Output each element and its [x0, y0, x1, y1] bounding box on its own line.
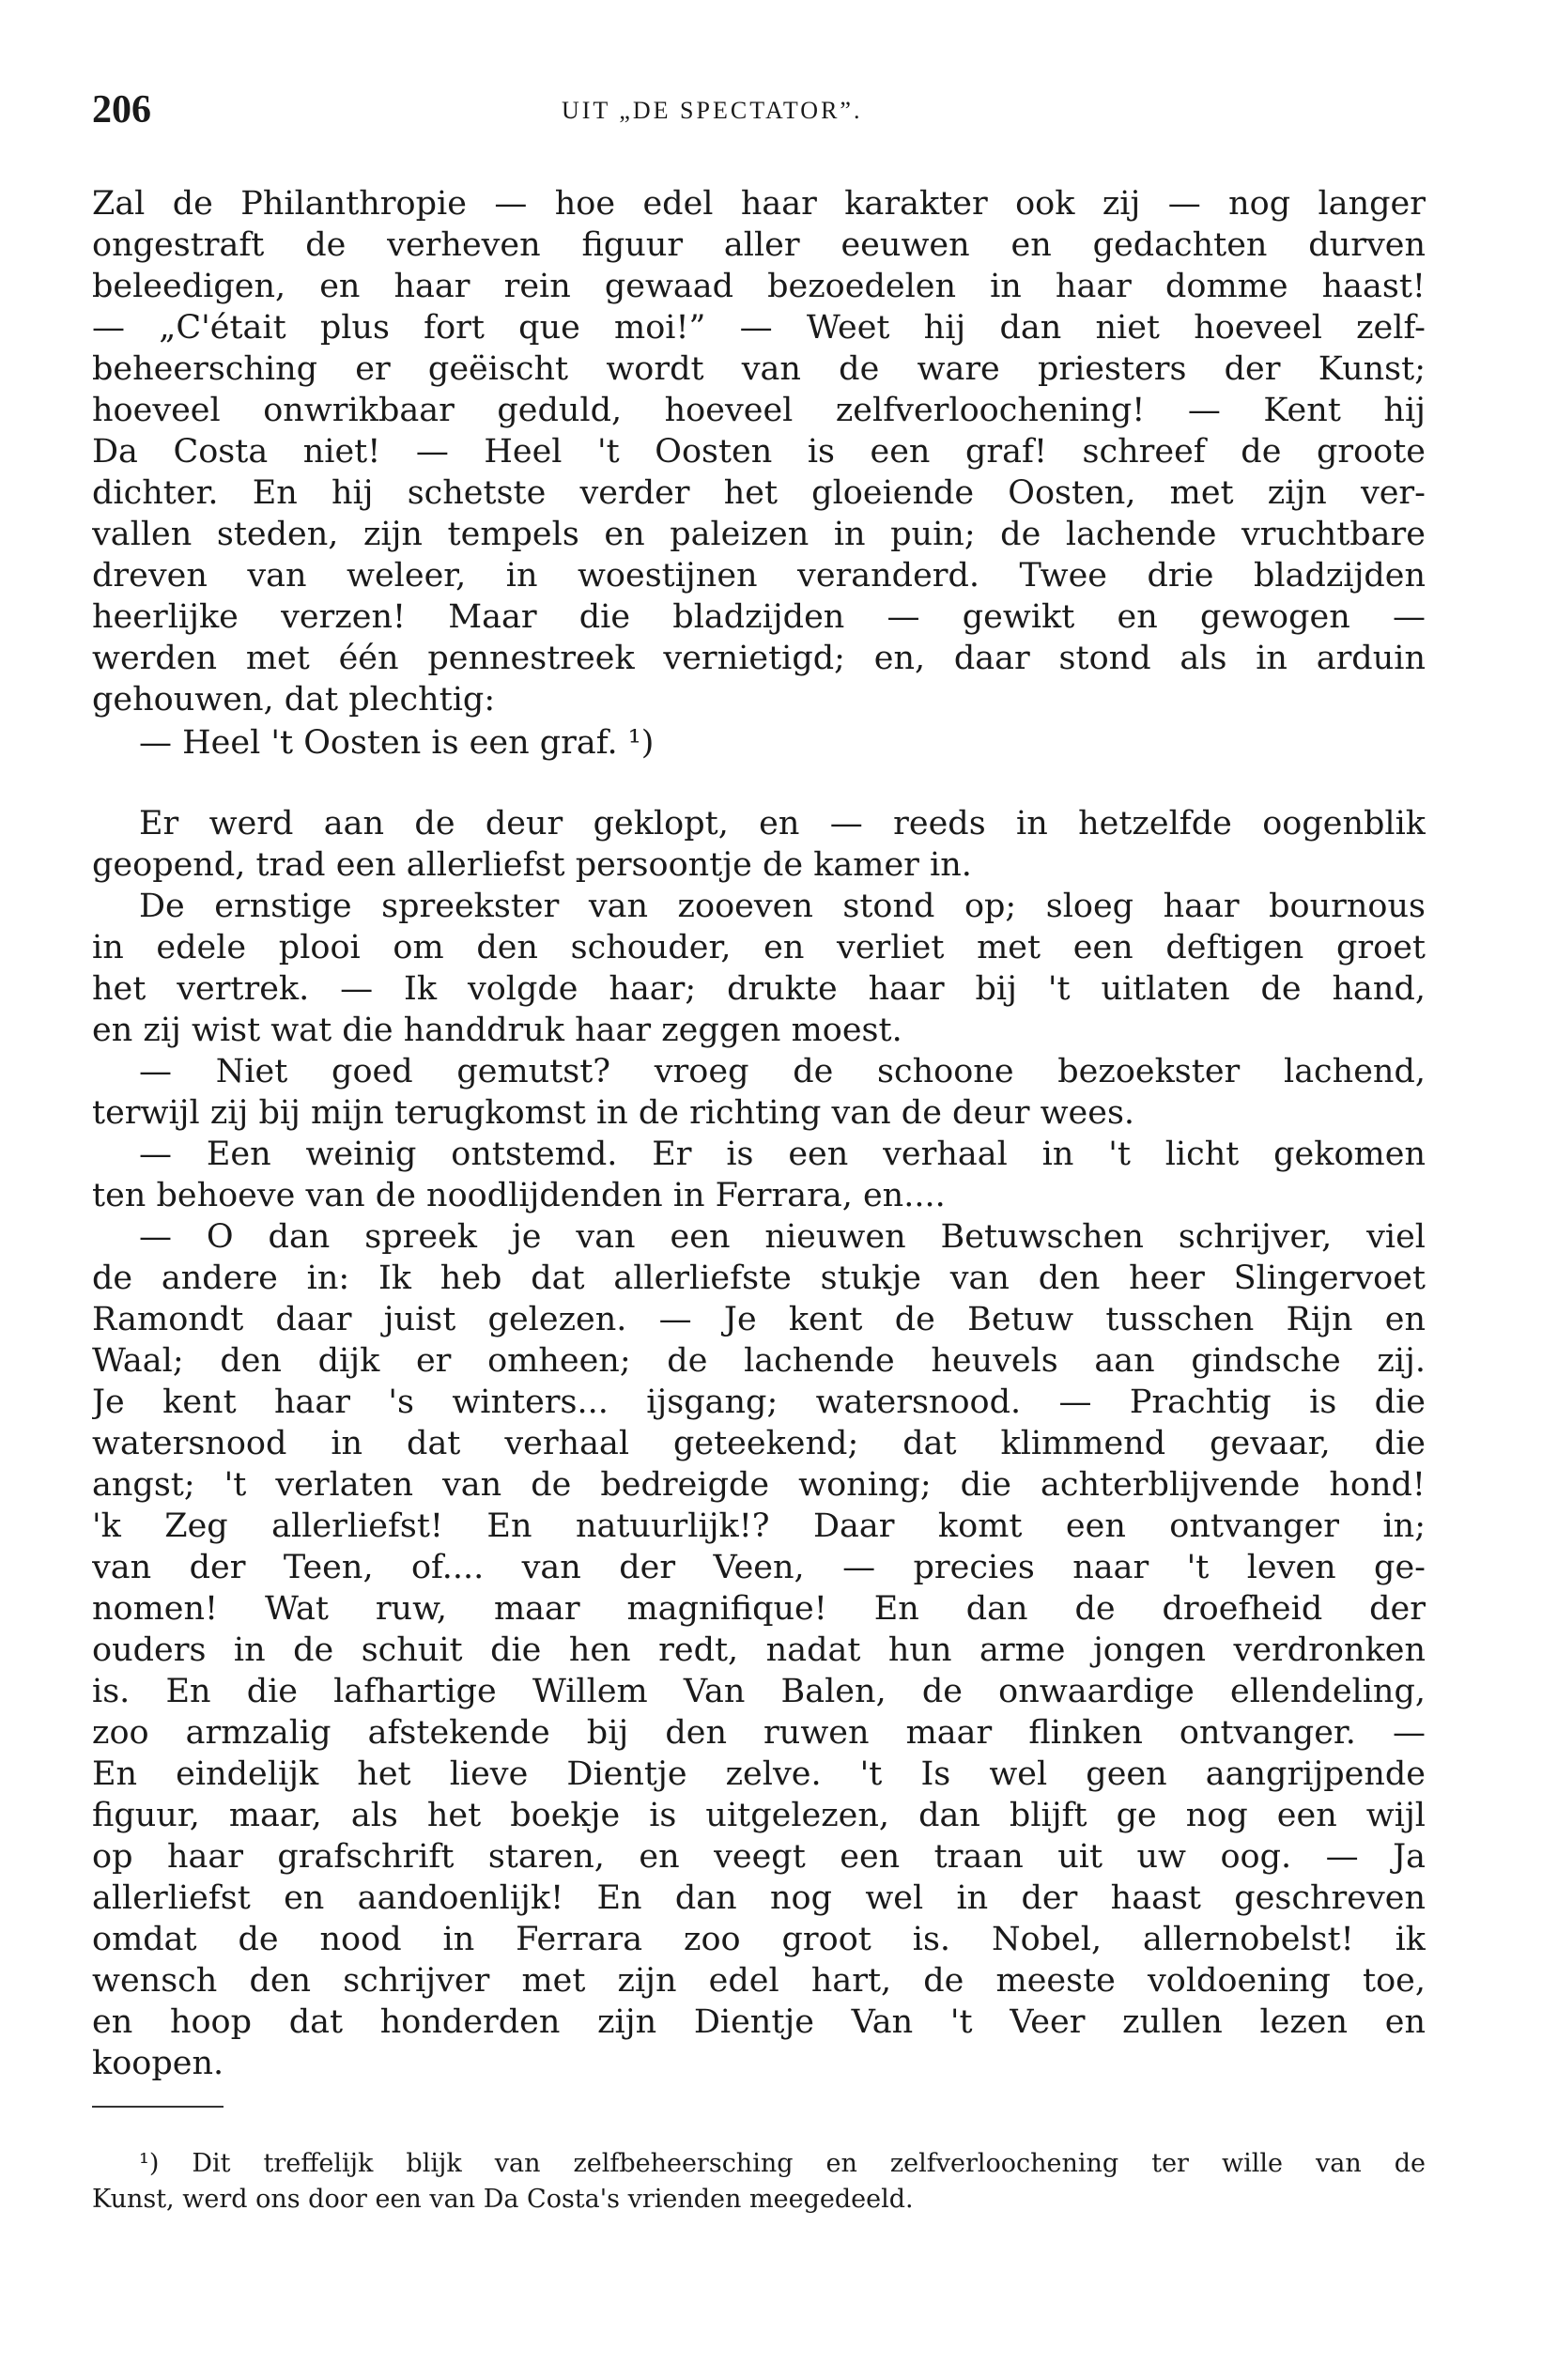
text-line: zoo armzalig afstekende bij den ruwen maar flinken ontvanger. —	[92, 1714, 1426, 1752]
text-line: angst; 't verlaten van de bedreigde woning; die achterblijvende hond!	[92, 1466, 1426, 1504]
quoted-verse-line: — Heel 't Oosten is een graf. ¹)	[139, 724, 655, 762]
running-head	[92, 86, 1426, 133]
text-line: werden met één pennestreek vernietigd; en, daar stond als in arduin	[92, 640, 1426, 677]
text-line: het vertrek. — Ik volgde haar; drukte haar bij 't uitlaten de hand,	[92, 970, 1426, 1008]
text-line: — O dan spreek je van een nieuwen Betuwschen schrijver, viel	[139, 1218, 1426, 1256]
text-line: Er werd aan de deur geklopt, en — reeds in hetzelfde oogenblik	[139, 805, 1426, 842]
text-line: Je kent haar 's winters... ijsgang; watersnood. — Prachtig is die	[92, 1383, 1426, 1421]
text-line: op haar grafschrift staren, en veegt een traan uit uw oog. — Ja	[92, 1838, 1426, 1876]
text-line: omdat de nood in Ferrara zoo groot is. Nobel, allernobelst! ik	[92, 1921, 1426, 1958]
text-line: gehouwen, dat plechtig:	[92, 681, 496, 719]
text-line: beleedigen, en haar rein gewaad bezoedelen in haar domme haast!	[92, 268, 1426, 305]
text-line: koopen.	[92, 2045, 224, 2082]
text-line: 'k Zeg allerliefst! En natuurlijk!? Daar komt een ontvanger in;	[92, 1507, 1426, 1545]
text-line: heerlijke verzen! Maar die bladzijden — gewikt en gewogen —	[92, 598, 1426, 636]
text-line: ouders in de schuit die hen redt, nadat hun arme jongen verdronken	[92, 1631, 1426, 1669]
text-line: van der Teen, of.... van der Veen, — precies naar 't leven ge-	[92, 1549, 1426, 1586]
text-line: En eindelijk het lieve Dientje zelve. 't Is wel geen aangrijpende	[92, 1755, 1426, 1793]
text-line: — Een weinig ontstemd. Er is een verhaal in 't licht gekomen	[139, 1136, 1426, 1173]
text-line: en zij wist wat die handdruk haar zeggen moest.	[92, 1012, 902, 1049]
running-title: UIT „DE SPECTATOR”.	[562, 97, 863, 124]
text-line: De ernstige spreekster van zooeven stond op; sloeg haar bournous	[139, 888, 1426, 925]
text-line: hoeveel onwrikbaar geduld, hoeveel zelfverloochening! — Kent hij	[92, 392, 1426, 429]
footnote-divider	[92, 2106, 224, 2108]
text-line: ten behoeve van de noodlijdenden in Ferrara, en....	[92, 1177, 946, 1214]
text-line: terwijl zij bij mijn terugkomst in de richting van de deur wees.	[92, 1094, 1135, 1132]
text-line: nomen! Wat ruw, maar magnifique! En dan de droefheid der	[92, 1590, 1426, 1628]
text-line: beheersching er geëischt wordt van de ware priesters der Kunst;	[92, 350, 1426, 388]
text-line: ongestraft de verheven figuur aller eeuwen en gedachten durven	[92, 226, 1426, 264]
text-line: allerliefst en aandoenlijk! En dan nog wel in der haast geschreven	[92, 1879, 1426, 1917]
footnote-line: Kunst, werd ons door een van Da Costa's vrienden meegedeeld.	[92, 2185, 914, 2214]
text-line: vallen steden, zijn tempels en paleizen in puin; de lachende vruchtbare	[92, 516, 1426, 553]
text-line: Ramondt daar juist gelezen. — Je kent de Betuw tusschen Rijn en	[92, 1301, 1426, 1338]
text-line: Zal de Philanthropie — hoe edel haar karakter ook zij — nog langer	[92, 185, 1426, 223]
page-number: 206	[92, 88, 151, 131]
text-line: wensch den schrijver met zijn edel hart, de meeste voldoening toe,	[92, 1962, 1426, 2000]
text-line: de andere in: Ik heb dat allerliefste stukje van den heer Slingervoet	[92, 1260, 1426, 1297]
text-line: geopend, trad een allerliefst persoontje de kamer in.	[92, 846, 972, 884]
text-line: is. En die lafhartige Willem Van Balen, de onwaardige ellendeling,	[92, 1673, 1426, 1710]
text-line: dichter. En hij schetste verder het gloeiende Oosten, met zijn ver-	[92, 474, 1426, 512]
text-line: Da Costa niet! — Heel 't Oosten is een graf! schreef de groote	[92, 433, 1426, 471]
text-line: figuur, maar, als het boekje is uitgelezen, dan blijft ge nog een wijl	[92, 1797, 1426, 1834]
text-line: watersnood in dat verhaal geteekend; dat klimmend gevaar, die	[92, 1425, 1426, 1462]
text-line: en hoop dat honderden zijn Dientje Van 't Veer zullen lezen en	[92, 2003, 1426, 2041]
text-line: — Niet goed gemutst? vroeg de schoone bezoekster lachend,	[139, 1053, 1426, 1090]
text-line: in edele plooi om den schouder, en verliet met een deftigen groet	[92, 929, 1426, 966]
text-line: dreven van weleer, in woestijnen veranderd. Twee drie bladzijden	[92, 557, 1426, 595]
footnote-line: ¹) Dit treffelijk blijk van zelfbeheersching en zelfverloochening ter wille van de	[139, 2149, 1426, 2178]
text-line: — „C'était plus fort que moi!” — Weet hij dan niet hoeveel zelf-	[92, 309, 1426, 347]
text-line: Waal; den dijk er omheen; de lachende heuvels aan gindsche zij.	[92, 1342, 1426, 1380]
